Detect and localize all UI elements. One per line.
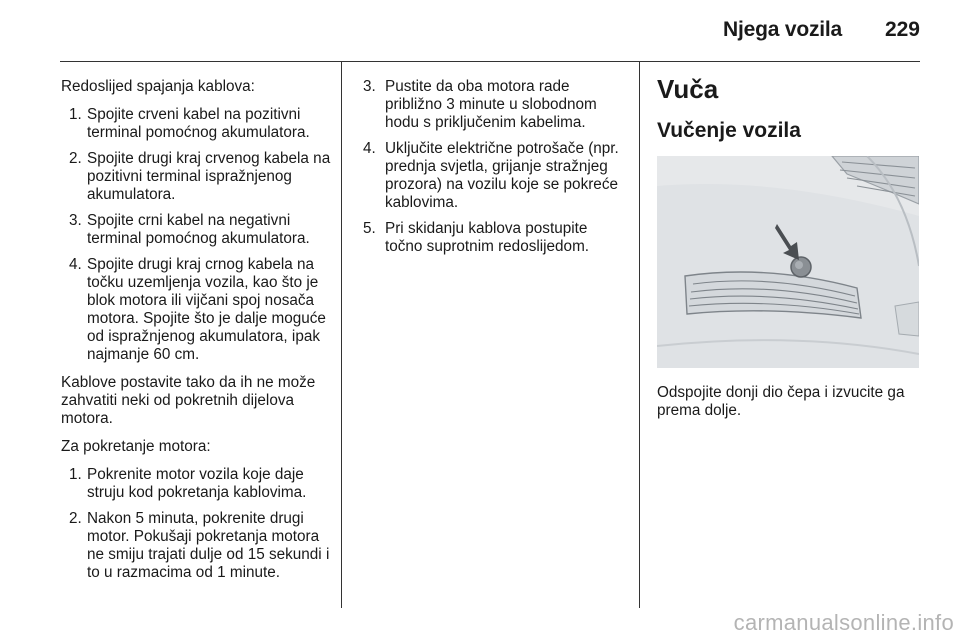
list-item (61, 256, 331, 364)
list-item (359, 220, 625, 256)
subsection-title: Vučenje vozila (657, 119, 801, 142)
list-item (61, 106, 331, 142)
step-text: Spojite crni kabel na negativni terminal pomoćnog akumulatora. (87, 212, 310, 247)
step-text: Nakon 5 minuta, pokrenite drugi motor. Pokušaji pokretanja motora ne smiju trajati dulje od 15 sekundi i to u razmacima od 1 minute. (87, 510, 330, 581)
step-text: Spojite drugi kraj crnog kabela na točku uzemljenja vozila, kao što je blok motora ili vijčani spoj nosača motora. Spojite što je dalje moguće od ispražnjenog akumulatora, ipak najmanje 60 cm. (87, 256, 326, 363)
connection-order-intro: Redoslijed spajanja kablova: (61, 78, 255, 95)
step-number: 5. (363, 220, 376, 237)
list-item (61, 510, 331, 582)
chapter-title: Njega vozila (723, 18, 842, 41)
page-header (0, 0, 960, 58)
start-steps-list (61, 466, 331, 582)
step-text: Uključite električne potrošače (npr. prednja svjetla, grijanje stražnjeg prozora) na vozilu koje se pokreće kablovima. (385, 140, 619, 211)
list-item (61, 150, 331, 204)
list-item (61, 466, 331, 502)
list-item (61, 212, 331, 248)
page-number: 229 (884, 18, 920, 41)
towing-eye-cover-illustration (657, 156, 919, 368)
bumper-illustration (657, 156, 919, 368)
step-number: 4. (363, 140, 376, 157)
step-number: 3. (69, 212, 82, 229)
list-item (359, 78, 625, 132)
column-divider-2 (639, 62, 640, 608)
header-divider (60, 61, 920, 62)
column-divider-1 (341, 62, 342, 608)
step-number: 1. (69, 466, 82, 483)
section-title: Vuča (657, 74, 719, 104)
step-number: 2. (69, 150, 82, 167)
start-engine-intro: Za pokretanje motora: (61, 438, 211, 455)
column-2 (359, 78, 625, 266)
watermark: carmanualsonline.info (733, 610, 954, 635)
figure-caption: Odspojite donji dio čepa i izvucite ga prema dolje. (657, 384, 905, 419)
step-text: Pri skidanju kablova postupite točno suprotnim redoslijedom. (385, 220, 590, 255)
step-number: 4. (69, 256, 82, 273)
step-number: 3. (363, 78, 376, 95)
connection-steps-list (61, 106, 331, 364)
step-text: Pustite da oba motora rade približno 3 minute u slobodnom hodu s priključenim kabelima. (385, 78, 597, 131)
step-number: 1. (69, 106, 82, 123)
step-number: 2. (69, 510, 82, 527)
continued-steps-list (359, 78, 625, 256)
column-1 (61, 78, 331, 592)
column-3 (657, 76, 921, 430)
step-text: Spojite drugi kraj crvenog kabela na pozitivni terminal ispražnjenog akumulatora. (87, 150, 331, 203)
cable-placement-note: Kablove postavite tako da ih ne može zahvatiti neki od pokretnih dijelova motora. (61, 374, 316, 427)
step-text: Pokrenite motor vozila koje daje struju kod pokretanja kablovima. (87, 466, 307, 501)
step-text: Spojite crveni kabel na pozitivni terminal pomoćnog akumulatora. (87, 106, 310, 141)
list-item (359, 140, 625, 212)
